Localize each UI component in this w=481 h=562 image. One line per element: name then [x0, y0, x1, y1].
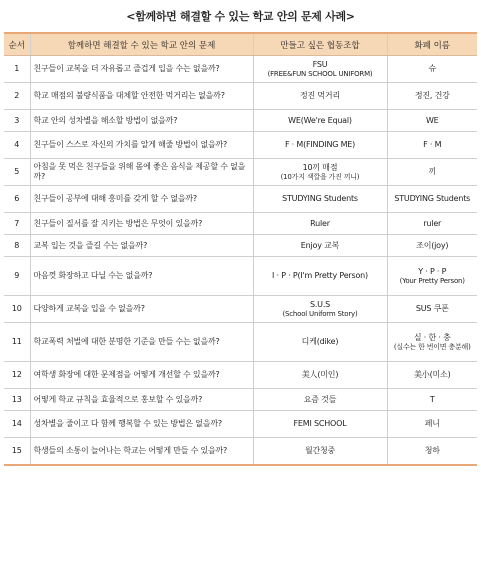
table-row — [4, 438, 477, 465]
cooperative-cell — [253, 186, 387, 213]
problem-cell — [30, 362, 253, 389]
row-number-text: 11 — [11, 337, 22, 346]
cooperative-cell — [253, 411, 387, 438]
problem-cell-text: 학교폭력 처벌에 대한 분명한 기준을 만들 수는 없을까? — [33, 337, 220, 346]
currency-cell — [387, 159, 477, 186]
currency-cell-text: STUDYING Students — [394, 194, 471, 203]
currency-cell-text: 슈 — [428, 64, 437, 73]
problem-cell — [30, 83, 253, 110]
currency-cell-text: Y · P · P — [418, 266, 447, 276]
row-number — [4, 362, 30, 389]
table-row — [4, 110, 477, 132]
currency-cell-text: 美小(미소) — [414, 370, 451, 379]
row-number-text: 8 — [14, 240, 20, 250]
table-row — [4, 56, 477, 83]
problem-cell — [30, 213, 253, 235]
cooperative-cell-subtext: (10가지 색깔을 가진 끼니) — [280, 172, 360, 181]
currency-cell — [387, 411, 477, 438]
table-row — [4, 159, 477, 186]
problem-cell — [30, 56, 253, 83]
currency-cell-subtext: (실수는 한 번이면 충분해) — [393, 342, 471, 351]
table-row — [4, 235, 477, 257]
problem-cell — [30, 438, 253, 465]
currency-cell-text: 실 · 한 · 충 — [413, 332, 451, 342]
row-number-text: 5 — [14, 167, 20, 176]
problem-cell-text: 친구들이 교복을 더 자유롭고 즐겁게 입을 수는 없을까? — [33, 64, 220, 73]
cooperative-cell — [253, 389, 387, 411]
problem-cell — [30, 186, 253, 213]
problem-cell — [30, 411, 253, 438]
cooperative-cell-text: F · M(FINDING ME) — [284, 140, 356, 149]
currency-cell — [387, 235, 477, 257]
problem-cell-text: 친구들이 공부에 대해 흥미를 갖게 할 수 없을까? — [33, 194, 197, 203]
cooperative-cell — [253, 83, 387, 110]
cooperative-cell-text: FEMI SCHOOL — [293, 419, 347, 428]
table-header-row — [4, 33, 477, 56]
cooperative-cell-text: 디케(dike) — [301, 337, 339, 346]
table-row — [4, 257, 477, 296]
table-row — [4, 186, 477, 213]
table-row — [4, 296, 477, 323]
header-cooperative: 만들고 싶은 협동조합 — [253, 33, 387, 56]
row-number — [4, 438, 30, 465]
problem-cell — [30, 235, 253, 257]
row-number — [4, 83, 30, 110]
currency-cell — [387, 132, 477, 159]
currency-cell-subtext: (Your Pretty Person) — [399, 276, 465, 285]
cooperative-cell-text: STUDYING Students — [282, 194, 358, 203]
cooperative-cell-text: Enjoy 교복 — [300, 240, 340, 250]
page-title: <함께하면 해결할 수 있는 학교 안의 문제 사례> — [126, 10, 355, 23]
cooperative-cell — [253, 257, 387, 296]
problem-cell-text: 학교 매점의 불량식품을 대체할 안전한 먹거리는 없을까? — [33, 91, 225, 100]
problem-cell — [30, 257, 253, 296]
cases-table — [4, 32, 477, 466]
table-row — [4, 411, 477, 438]
currency-cell — [387, 110, 477, 132]
currency-cell-text: 청하 — [424, 445, 440, 455]
row-number-text: 6 — [14, 194, 20, 203]
cooperative-cell — [253, 110, 387, 132]
currency-cell-text: 조이(joy) — [416, 240, 449, 250]
currency-cell — [387, 362, 477, 389]
problem-cell-text: 아침을 못 먹은 친구들을 위해 몸에 좋은 음식을 제공할 수 없을까? — [33, 162, 246, 181]
currency-cell — [387, 213, 477, 235]
row-number — [4, 323, 30, 362]
row-number-text: 1 — [14, 64, 20, 73]
currency-cell-text: WE — [425, 115, 439, 125]
cooperative-cell-text: 10끼 매점 — [302, 162, 338, 172]
currency-cell-text: T — [429, 394, 435, 404]
currency-cell-text: 정진, 건강 — [414, 91, 450, 100]
cooperative-cell — [253, 213, 387, 235]
cooperative-cell — [253, 438, 387, 465]
table-row — [4, 132, 477, 159]
row-number-text: 4 — [14, 140, 20, 149]
cooperative-cell-text: FSU — [312, 59, 328, 69]
header-currency: 화폐 이름 — [387, 33, 477, 56]
row-number-text: 3 — [14, 115, 20, 125]
cooperative-cell-subtext: (School Uniform Story) — [282, 309, 358, 318]
cooperative-cell-text: 정진 먹거리 — [300, 91, 340, 100]
currency-cell-text: ruler — [423, 218, 442, 228]
problem-cell-text: 마음껏 화장하고 다닐 수는 없을까? — [33, 271, 153, 280]
problem-cell — [30, 323, 253, 362]
currency-cell — [387, 186, 477, 213]
cooperative-cell — [253, 235, 387, 257]
currency-cell — [387, 56, 477, 83]
currency-cell-text: 끼 — [428, 167, 437, 176]
header-problem: 함께하면 해결할 수 있는 학교 안의 문제 — [30, 33, 253, 56]
row-number-text: 13 — [11, 394, 22, 404]
problem-cell — [30, 132, 253, 159]
cooperative-cell-text: S.U.S — [309, 299, 331, 309]
cooperative-cell-text: I · P · P(I'm Pretty Person) — [272, 271, 368, 280]
cooperative-cell — [253, 159, 387, 186]
cooperative-cell — [253, 132, 387, 159]
currency-cell — [387, 257, 477, 296]
problem-cell-text: 다양하게 교복을 입을 수 없을까? — [33, 304, 145, 313]
cooperative-cell-text: 요즘 것들 — [303, 394, 337, 404]
row-number — [4, 213, 30, 235]
row-number-text: 7 — [14, 218, 20, 228]
problem-cell-text: 여학생 화장에 대한 문제점을 어떻게 개선할 수 있을까? — [33, 370, 220, 379]
cooperative-cell-subtext: (FREE&FUN SCHOOL UNIFORM) — [267, 69, 373, 78]
problem-cell — [30, 159, 253, 186]
row-number — [4, 257, 30, 296]
header-order: 순서 — [4, 33, 30, 56]
problem-cell-text: 학교 안의 성차별을 해소할 방법이 없을까? — [33, 115, 178, 125]
table-row — [4, 362, 477, 389]
currency-cell — [387, 296, 477, 323]
table-row — [4, 83, 477, 110]
problem-cell — [30, 389, 253, 411]
cooperative-cell-text: 월간청중 — [304, 445, 336, 455]
row-number — [4, 110, 30, 132]
cooperative-cell — [253, 323, 387, 362]
cooperative-cell — [253, 56, 387, 83]
cooperative-cell-text: 美人(미인) — [301, 370, 339, 379]
currency-cell — [387, 83, 477, 110]
row-number-text: 12 — [11, 370, 22, 379]
problem-cell-text: 성차별을 줄이고 다 함께 행복할 수 있는 방법은 없을까? — [33, 419, 222, 428]
currency-cell-text: SUS 쿠폰 — [415, 304, 449, 313]
row-number-text: 9 — [14, 271, 20, 280]
row-number — [4, 186, 30, 213]
row-number-text: 2 — [14, 91, 20, 100]
currency-cell-text: F · M — [423, 140, 442, 149]
problem-cell — [30, 296, 253, 323]
problem-cell-text: 친구들이 질서를 잘 지키는 방법은 무엇이 있을까? — [33, 218, 203, 228]
cooperative-cell-text: Ruler — [310, 218, 330, 228]
cooperative-cell-text: WE(We're Equal) — [288, 115, 352, 125]
row-number — [4, 389, 30, 411]
row-number — [4, 411, 30, 438]
row-number — [4, 235, 30, 257]
row-number-text: 15 — [11, 445, 22, 455]
currency-cell — [387, 389, 477, 411]
problem-cell-text: 교복 입는 것을 즐길 수는 없을까? — [33, 240, 148, 250]
table-row — [4, 213, 477, 235]
table-body — [4, 56, 477, 465]
row-number — [4, 296, 30, 323]
row-number — [4, 159, 30, 186]
problem-cell-text: 친구들이 스스로 자신의 가치를 알게 해줄 방법이 없을까? — [33, 140, 228, 149]
currency-cell — [387, 323, 477, 362]
row-number — [4, 56, 30, 83]
currency-cell-text: 페니 — [424, 419, 440, 428]
row-number-text: 14 — [11, 419, 22, 428]
cooperative-cell — [253, 296, 387, 323]
row-number-text: 10 — [11, 304, 22, 313]
table-row — [4, 323, 477, 362]
table-row — [4, 389, 477, 411]
problem-cell-text: 어떻게 학교 규칙을 효율적으로 홍보할 수 있을까? — [33, 394, 203, 404]
currency-cell — [387, 438, 477, 465]
problem-cell — [30, 110, 253, 132]
row-number — [4, 132, 30, 159]
cooperative-cell — [253, 362, 387, 389]
problem-cell-text: 학생들의 소통이 늘어나는 학교는 어떻게 만들 수 있을까? — [33, 445, 228, 455]
